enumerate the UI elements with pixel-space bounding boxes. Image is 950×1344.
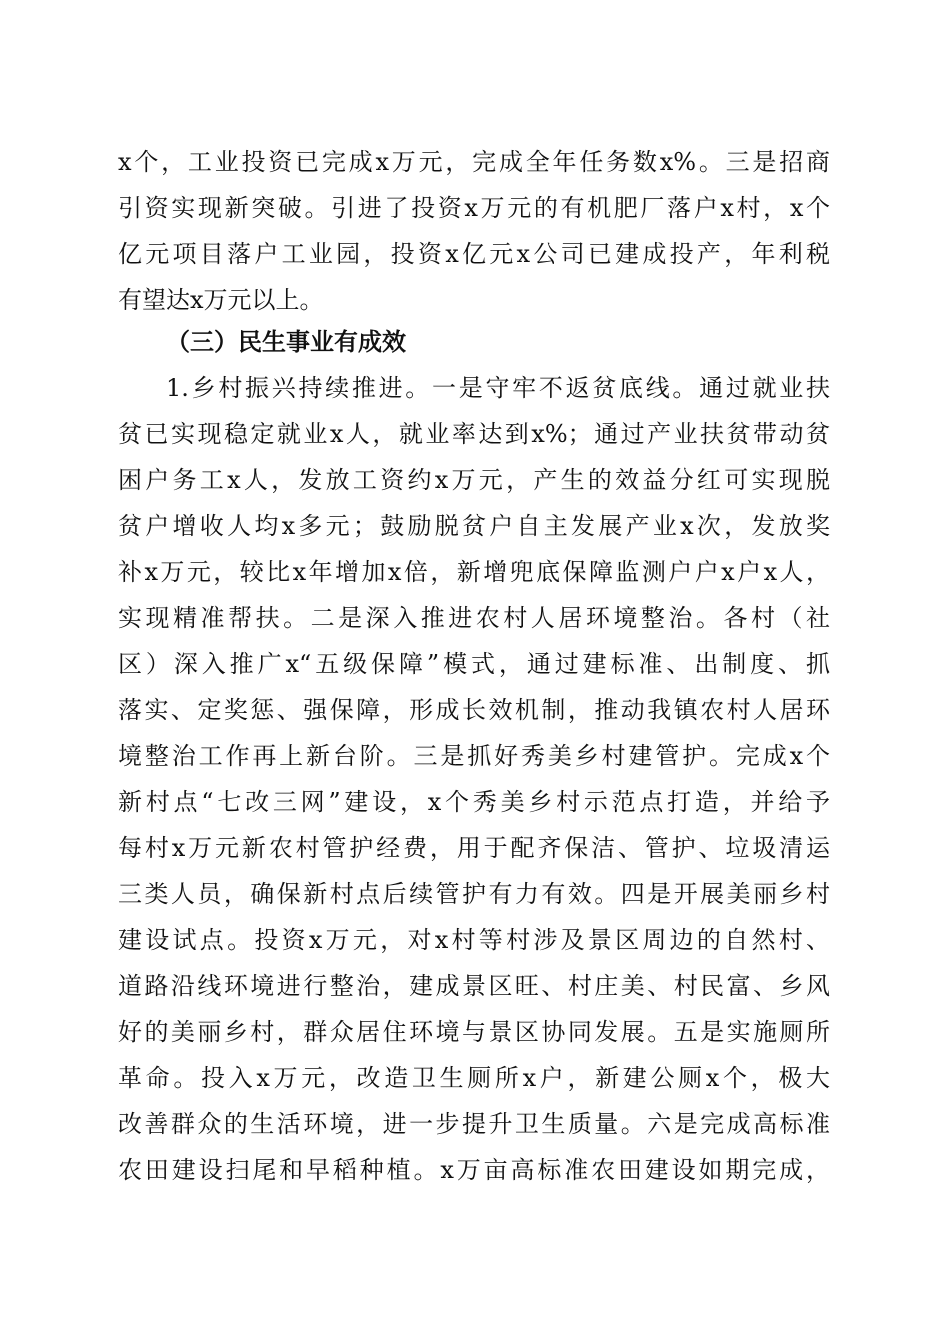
paragraph-line: 实现精准帮扶。二是深入推进农村人居环境整治。各村（社 <box>118 604 830 632</box>
paragraph-line: 亿元项目落户工业园，投资x亿元x公司已建成投产，年利税 <box>118 240 830 268</box>
paragraph-line: 建设试点。投资x万元，对x村等村涉及景区周边的自然村、 <box>118 926 830 954</box>
paragraph-line: 区）深入推广x“五级保障”模式，通过建标准、出制度、抓 <box>118 650 830 678</box>
paragraph-line: 境整治工作再上新台阶。三是抓好秀美乡村建管护。完成x个 <box>118 742 830 770</box>
paragraph-line: 贫户增收人均x多元；鼓励脱贫户自主发展产业x次，发放奖 <box>118 512 830 540</box>
paragraph-line: x个，工业投资已完成x万元，完成全年任务数x%。三是招商 <box>118 148 830 176</box>
paragraph-line: 好的美丽乡村，群众居住环境与景区协同发展。五是实施厕所 <box>118 1018 830 1046</box>
section-heading: （三）民生事业有成效 <box>166 328 406 356</box>
paragraph-line: 落实、定奖惩、强保障，形成长效机制，推动我镇农村人居环 <box>118 696 830 724</box>
paragraph-line: 贫已实现稳定就业x人，就业率达到x%；通过产业扶贫带动贫 <box>118 420 830 448</box>
paragraph-line: 革命。投入x万元，改造卫生厕所x户，新建公厕x个，极大 <box>118 1064 830 1092</box>
paragraph-line: 新村点“七改三网”建设，x个秀美乡村示范点打造，并给予 <box>118 788 830 816</box>
paragraph-line: 三类人员，确保新村点后续管护有力有效。四是开展美丽乡村 <box>118 880 830 908</box>
paragraph-line: 1.乡村振兴持续推进。一是守牢不返贫底线。通过就业扶 <box>166 374 830 402</box>
paragraph-line: 困户务工x人，发放工资约x万元，产生的效益分红可实现脱 <box>118 466 830 494</box>
paragraph-line: 每村x万元新农村管护经费，用于配齐保洁、管护、垃圾清运 <box>118 834 830 862</box>
paragraph-line: 引资实现新突破。引进了投资x万元的有机肥厂落户x村，x个 <box>118 194 830 222</box>
paragraph-line: 补x万元，较比x年增加x倍，新增兜底保障监测户户x户x人， <box>118 558 830 586</box>
paragraph-line: 有望达x万元以上。 <box>118 286 324 314</box>
paragraph-line: 道路沿线环境进行整治，建成景区旺、村庄美、村民富、乡风 <box>118 972 830 1000</box>
paragraph-line: 改善群众的生活环境，进一步提升卫生质量。六是完成高标准 <box>118 1110 830 1138</box>
paragraph-line: 农田建设扫尾和早稻种植。x万亩高标准农田建设如期完成， <box>118 1156 830 1184</box>
